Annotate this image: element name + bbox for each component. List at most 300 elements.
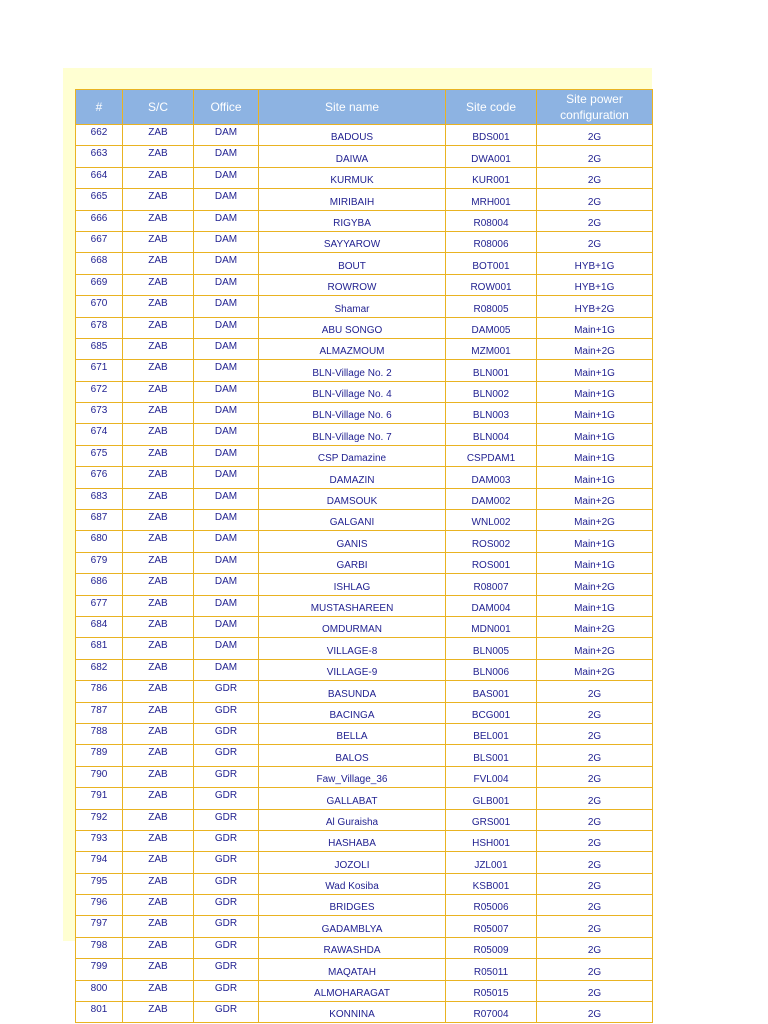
table-row xyxy=(76,510,653,531)
cell-number: 675 xyxy=(76,445,123,466)
cell-sc: ZAB xyxy=(123,852,194,873)
cell-sc: ZAB xyxy=(123,766,194,787)
table-row xyxy=(76,616,653,637)
cell-number: 685 xyxy=(76,338,123,359)
cell-power-config: 2G xyxy=(537,959,653,980)
cell-power-config: Main+1G xyxy=(537,360,653,381)
cell-site-code: DAM002 xyxy=(446,488,537,509)
cell-site-name: DAMSOUK xyxy=(259,488,446,509)
col-header-number: # xyxy=(76,90,123,125)
cell-site-name: CSP Damazine xyxy=(259,445,446,466)
cell-number: 666 xyxy=(76,210,123,231)
cell-site-name: ALMOHARAGAT xyxy=(259,980,446,1001)
cell-power-config: Main+2G xyxy=(537,510,653,531)
cell-site-code: KUR001 xyxy=(446,167,537,188)
cell-site-code: BDS001 xyxy=(446,125,537,146)
cell-site-code: R05015 xyxy=(446,980,537,1001)
table-row xyxy=(76,959,653,980)
cell-sc: ZAB xyxy=(123,830,194,851)
cell-site-code: BCG001 xyxy=(446,702,537,723)
cell-power-config: 2G xyxy=(537,937,653,958)
cell-office: DAM xyxy=(194,296,259,317)
cell-number: 797 xyxy=(76,916,123,937)
table-row xyxy=(76,296,653,317)
cell-site-code: ROS001 xyxy=(446,552,537,573)
cell-office: DAM xyxy=(194,488,259,509)
table-row xyxy=(76,381,653,402)
cell-power-config: Main+2G xyxy=(537,616,653,637)
cell-power-config: Main+2G xyxy=(537,638,653,659)
cell-sc: ZAB xyxy=(123,723,194,744)
cell-office: GDR xyxy=(194,723,259,744)
cell-site-name: KONNINA xyxy=(259,1002,446,1023)
cell-site-code: R08005 xyxy=(446,296,537,317)
cell-number: 786 xyxy=(76,681,123,702)
table-row xyxy=(76,210,653,231)
cell-power-config: Main+1G xyxy=(537,424,653,445)
cell-site-code: ROW001 xyxy=(446,274,537,295)
cell-power-config: 2G xyxy=(537,916,653,937)
cell-number: 681 xyxy=(76,638,123,659)
cell-sc: ZAB xyxy=(123,595,194,616)
cell-site-code: R08006 xyxy=(446,231,537,252)
cell-office: GDR xyxy=(194,916,259,937)
cell-site-code: DAM004 xyxy=(446,595,537,616)
table-row xyxy=(76,231,653,252)
cell-office: GDR xyxy=(194,937,259,958)
cell-site-name: GARBI xyxy=(259,552,446,573)
cell-number: 678 xyxy=(76,317,123,338)
cell-sc: ZAB xyxy=(123,788,194,809)
cell-number: 800 xyxy=(76,980,123,1001)
cell-site-name: GADAMBLYA xyxy=(259,916,446,937)
table-row xyxy=(76,531,653,552)
cell-sc: ZAB xyxy=(123,510,194,531)
cell-site-code: R05006 xyxy=(446,895,537,916)
cell-power-config: Main+1G xyxy=(537,445,653,466)
cell-office: DAM xyxy=(194,381,259,402)
cell-site-name: VILLAGE-9 xyxy=(259,659,446,680)
table-row xyxy=(76,167,653,188)
cell-number: 674 xyxy=(76,424,123,445)
cell-office: GDR xyxy=(194,959,259,980)
cell-site-name: OMDURMAN xyxy=(259,616,446,637)
cell-site-code: BLS001 xyxy=(446,745,537,766)
cell-power-config: 2G xyxy=(537,231,653,252)
cell-power-config: 2G xyxy=(537,125,653,146)
col-header-site-code: Site code xyxy=(446,90,537,125)
cell-power-config: Main+1G xyxy=(537,552,653,573)
cell-office: DAM xyxy=(194,403,259,424)
cell-sc: ZAB xyxy=(123,937,194,958)
cell-number: 677 xyxy=(76,595,123,616)
cell-number: 682 xyxy=(76,659,123,680)
cell-office: DAM xyxy=(194,210,259,231)
table-row xyxy=(76,125,653,146)
cell-power-config: 2G xyxy=(537,146,653,167)
cell-power-config: Main+2G xyxy=(537,338,653,359)
cell-office: GDR xyxy=(194,702,259,723)
cell-sc: ZAB xyxy=(123,488,194,509)
cell-number: 664 xyxy=(76,167,123,188)
cell-number: 789 xyxy=(76,745,123,766)
table-row xyxy=(76,274,653,295)
cell-site-name: GANIS xyxy=(259,531,446,552)
table-row xyxy=(76,552,653,573)
cell-site-code: WNL002 xyxy=(446,510,537,531)
cell-sc: ZAB xyxy=(123,360,194,381)
cell-site-code: R05011 xyxy=(446,959,537,980)
cell-site-code: BLN003 xyxy=(446,403,537,424)
cell-site-code: CSPDAM1 xyxy=(446,445,537,466)
cell-sc: ZAB xyxy=(123,210,194,231)
cell-site-name: JOZOLI xyxy=(259,852,446,873)
cell-site-code: R05009 xyxy=(446,937,537,958)
cell-number: 799 xyxy=(76,959,123,980)
cell-site-name: BELLA xyxy=(259,723,446,744)
cell-sc: ZAB xyxy=(123,338,194,359)
cell-sc: ZAB xyxy=(123,424,194,445)
cell-sc: ZAB xyxy=(123,681,194,702)
table-row xyxy=(76,702,653,723)
cell-power-config: 2G xyxy=(537,980,653,1001)
cell-sc: ZAB xyxy=(123,873,194,894)
cell-number: 669 xyxy=(76,274,123,295)
cell-office: DAM xyxy=(194,595,259,616)
cell-sc: ZAB xyxy=(123,659,194,680)
cell-number: 790 xyxy=(76,766,123,787)
cell-site-code: GRS001 xyxy=(446,809,537,830)
cell-power-config: 2G xyxy=(537,210,653,231)
cell-number: 787 xyxy=(76,702,123,723)
cell-sc: ZAB xyxy=(123,809,194,830)
cell-site-code: GLB001 xyxy=(446,788,537,809)
cell-sc: ZAB xyxy=(123,296,194,317)
cell-power-config: Main+1G xyxy=(537,595,653,616)
cell-power-config: Main+2G xyxy=(537,488,653,509)
cell-site-name: DAIWA xyxy=(259,146,446,167)
cell-power-config: 2G xyxy=(537,189,653,210)
cell-site-name: Faw_Village_36 xyxy=(259,766,446,787)
cell-office: GDR xyxy=(194,1002,259,1023)
cell-power-config: 2G xyxy=(537,788,653,809)
cell-number: 796 xyxy=(76,895,123,916)
cell-sc: ZAB xyxy=(123,616,194,637)
cell-office: DAM xyxy=(194,574,259,595)
cell-site-code: R07004 xyxy=(446,1002,537,1023)
cell-site-name: KURMUK xyxy=(259,167,446,188)
cell-site-code: BLN004 xyxy=(446,424,537,445)
cell-power-config: 2G xyxy=(537,1002,653,1023)
cell-site-code: R08004 xyxy=(446,210,537,231)
cell-power-config: 2G xyxy=(537,723,653,744)
table-row xyxy=(76,788,653,809)
cell-sc: ZAB xyxy=(123,531,194,552)
cell-power-config: Main+1G xyxy=(537,381,653,402)
table-row xyxy=(76,638,653,659)
cell-site-name: Shamar xyxy=(259,296,446,317)
cell-power-config: Main+1G xyxy=(537,403,653,424)
cell-site-code: ROS002 xyxy=(446,531,537,552)
cell-number: 686 xyxy=(76,574,123,595)
table-row xyxy=(76,424,653,445)
table-row xyxy=(76,830,653,851)
cell-site-name: HASHABA xyxy=(259,830,446,851)
cell-number: 683 xyxy=(76,488,123,509)
cell-sc: ZAB xyxy=(123,231,194,252)
cell-sc: ZAB xyxy=(123,125,194,146)
table-row xyxy=(76,809,653,830)
table-row xyxy=(76,189,653,210)
cell-sc: ZAB xyxy=(123,959,194,980)
cell-number: 668 xyxy=(76,253,123,274)
cell-number: 792 xyxy=(76,809,123,830)
cell-office: GDR xyxy=(194,852,259,873)
cell-site-name: GALGANI xyxy=(259,510,446,531)
cell-sc: ZAB xyxy=(123,467,194,488)
cell-site-code: HSH001 xyxy=(446,830,537,851)
cell-site-name: BASUNDA xyxy=(259,681,446,702)
cell-office: GDR xyxy=(194,766,259,787)
cell-office: DAM xyxy=(194,467,259,488)
cell-number: 676 xyxy=(76,467,123,488)
cell-office: DAM xyxy=(194,231,259,252)
table-row xyxy=(76,937,653,958)
table-row xyxy=(76,766,653,787)
cell-power-config: Main+2G xyxy=(537,574,653,595)
cell-office: GDR xyxy=(194,788,259,809)
cell-power-config: 2G xyxy=(537,830,653,851)
cell-office: DAM xyxy=(194,146,259,167)
cell-number: 793 xyxy=(76,830,123,851)
cell-sc: ZAB xyxy=(123,574,194,595)
cell-site-name: BLN-Village No. 7 xyxy=(259,424,446,445)
cell-site-code: BLN001 xyxy=(446,360,537,381)
cell-site-name: ROWROW xyxy=(259,274,446,295)
cell-number: 673 xyxy=(76,403,123,424)
cell-sc: ZAB xyxy=(123,916,194,937)
table-row xyxy=(76,574,653,595)
cell-office: GDR xyxy=(194,830,259,851)
cell-site-code: KSB001 xyxy=(446,873,537,894)
cell-office: DAM xyxy=(194,510,259,531)
cell-site-name: SAYYAROW xyxy=(259,231,446,252)
cell-number: 680 xyxy=(76,531,123,552)
cell-office: DAM xyxy=(194,338,259,359)
cell-site-code: R08007 xyxy=(446,574,537,595)
cell-power-config: 2G xyxy=(537,167,653,188)
cell-site-code: BAS001 xyxy=(446,681,537,702)
cell-number: 795 xyxy=(76,873,123,894)
cell-office: DAM xyxy=(194,125,259,146)
cell-site-code: R05007 xyxy=(446,916,537,937)
cell-site-code: MRH001 xyxy=(446,189,537,210)
cell-site-name: BRIDGES xyxy=(259,895,446,916)
cell-power-config: Main+1G xyxy=(537,531,653,552)
cell-power-config: 2G xyxy=(537,852,653,873)
cell-power-config: 2G xyxy=(537,766,653,787)
col-header-power-config: Site power configuration xyxy=(537,90,653,125)
cell-sc: ZAB xyxy=(123,146,194,167)
cell-office: DAM xyxy=(194,274,259,295)
cell-power-config: 2G xyxy=(537,895,653,916)
cell-power-config: Main+2G xyxy=(537,659,653,680)
table-row xyxy=(76,895,653,916)
cell-office: GDR xyxy=(194,809,259,830)
cell-site-name: BLN-Village No. 2 xyxy=(259,360,446,381)
cell-site-name: VILLAGE-8 xyxy=(259,638,446,659)
cell-sc: ZAB xyxy=(123,1002,194,1023)
cell-number: 663 xyxy=(76,146,123,167)
cell-office: GDR xyxy=(194,980,259,1001)
cell-office: GDR xyxy=(194,895,259,916)
cell-office: DAM xyxy=(194,253,259,274)
table-row xyxy=(76,403,653,424)
cell-site-code: BLN006 xyxy=(446,659,537,680)
cell-power-config: HYB+1G xyxy=(537,274,653,295)
cell-site-name: MIRIBAIH xyxy=(259,189,446,210)
table-row xyxy=(76,745,653,766)
cell-number: 665 xyxy=(76,189,123,210)
cell-office: GDR xyxy=(194,745,259,766)
cell-site-name: BOUT xyxy=(259,253,446,274)
cell-site-name: BADOUS xyxy=(259,125,446,146)
cell-site-code: DAM003 xyxy=(446,467,537,488)
cell-number: 791 xyxy=(76,788,123,809)
table-row xyxy=(76,253,653,274)
cell-sc: ZAB xyxy=(123,381,194,402)
cell-sc: ZAB xyxy=(123,445,194,466)
cell-site-name: ISHLAG xyxy=(259,574,446,595)
cell-site-name: RAWASHDA xyxy=(259,937,446,958)
cell-sc: ZAB xyxy=(123,167,194,188)
cell-sc: ZAB xyxy=(123,189,194,210)
cell-site-code: MZM001 xyxy=(446,338,537,359)
cell-sc: ZAB xyxy=(123,274,194,295)
table-row xyxy=(76,467,653,488)
cell-site-name: Wad Kosiba xyxy=(259,873,446,894)
table-row xyxy=(76,488,653,509)
cell-site-code: BLN005 xyxy=(446,638,537,659)
cell-sc: ZAB xyxy=(123,317,194,338)
table-row xyxy=(76,317,653,338)
cell-number: 667 xyxy=(76,231,123,252)
cell-sc: ZAB xyxy=(123,638,194,659)
cell-sc: ZAB xyxy=(123,702,194,723)
cell-site-name: DAMAZIN xyxy=(259,467,446,488)
cell-power-config: 2G xyxy=(537,681,653,702)
cell-power-config: 2G xyxy=(537,873,653,894)
cell-sc: ZAB xyxy=(123,895,194,916)
cell-number: 670 xyxy=(76,296,123,317)
table-row xyxy=(76,146,653,167)
table-row xyxy=(76,1002,653,1023)
cell-site-name: BLN-Village No. 6 xyxy=(259,403,446,424)
cell-number: 801 xyxy=(76,1002,123,1023)
cell-power-config: 2G xyxy=(537,702,653,723)
cell-sc: ZAB xyxy=(123,980,194,1001)
cell-number: 672 xyxy=(76,381,123,402)
cell-office: DAM xyxy=(194,638,259,659)
cell-office: DAM xyxy=(194,659,259,680)
cell-number: 679 xyxy=(76,552,123,573)
cell-office: DAM xyxy=(194,360,259,381)
cell-site-name: BACINGA xyxy=(259,702,446,723)
cell-office: DAM xyxy=(194,424,259,445)
cell-office: DAM xyxy=(194,317,259,338)
cell-sc: ZAB xyxy=(123,552,194,573)
cell-sc: ZAB xyxy=(123,403,194,424)
table-row xyxy=(76,681,653,702)
cell-power-config: 2G xyxy=(537,745,653,766)
cell-site-name: MUSTASHAREEN xyxy=(259,595,446,616)
cell-office: DAM xyxy=(194,189,259,210)
table-row xyxy=(76,595,653,616)
cell-site-code: BEL001 xyxy=(446,723,537,744)
col-header-office: Office xyxy=(194,90,259,125)
header-row xyxy=(76,90,653,125)
cell-number: 794 xyxy=(76,852,123,873)
cell-power-config: Main+1G xyxy=(537,317,653,338)
cell-office: DAM xyxy=(194,167,259,188)
cell-number: 684 xyxy=(76,616,123,637)
cell-sc: ZAB xyxy=(123,745,194,766)
cell-site-name: RIGYBA xyxy=(259,210,446,231)
col-header-sc: S/C xyxy=(123,90,194,125)
cell-power-config: Main+1G xyxy=(537,467,653,488)
cell-site-code: FVL004 xyxy=(446,766,537,787)
cell-site-code: BOT001 xyxy=(446,253,537,274)
cell-site-code: MDN001 xyxy=(446,616,537,637)
cell-site-name: GALLABAT xyxy=(259,788,446,809)
cell-number: 662 xyxy=(76,125,123,146)
table-row xyxy=(76,338,653,359)
table-row xyxy=(76,916,653,937)
table-row xyxy=(76,980,653,1001)
cell-office: DAM xyxy=(194,531,259,552)
cell-power-config: HYB+2G xyxy=(537,296,653,317)
cell-site-name: MAQATAH xyxy=(259,959,446,980)
cell-number: 798 xyxy=(76,937,123,958)
cell-site-name: ABU SONGO xyxy=(259,317,446,338)
cell-site-name: ALMAZMOUM xyxy=(259,338,446,359)
table-row xyxy=(76,852,653,873)
table-row xyxy=(76,873,653,894)
cell-office: DAM xyxy=(194,445,259,466)
site-table xyxy=(75,89,653,1023)
table-row xyxy=(76,360,653,381)
cell-power-config: HYB+1G xyxy=(537,253,653,274)
table-row xyxy=(76,723,653,744)
cell-site-code: DWA001 xyxy=(446,146,537,167)
cell-site-code: DAM005 xyxy=(446,317,537,338)
cell-number: 671 xyxy=(76,360,123,381)
cell-number: 687 xyxy=(76,510,123,531)
table-row xyxy=(76,659,653,680)
table-row xyxy=(76,445,653,466)
cell-power-config: 2G xyxy=(537,809,653,830)
cell-sc: ZAB xyxy=(123,253,194,274)
cell-site-name: Al Guraisha xyxy=(259,809,446,830)
cell-number: 788 xyxy=(76,723,123,744)
cell-site-name: BLN-Village No. 4 xyxy=(259,381,446,402)
cell-site-code: JZL001 xyxy=(446,852,537,873)
cell-site-name: BALOS xyxy=(259,745,446,766)
cell-site-code: BLN002 xyxy=(446,381,537,402)
cell-office: DAM xyxy=(194,616,259,637)
table-body xyxy=(76,125,653,1023)
col-header-site-name: Site name xyxy=(259,90,446,125)
